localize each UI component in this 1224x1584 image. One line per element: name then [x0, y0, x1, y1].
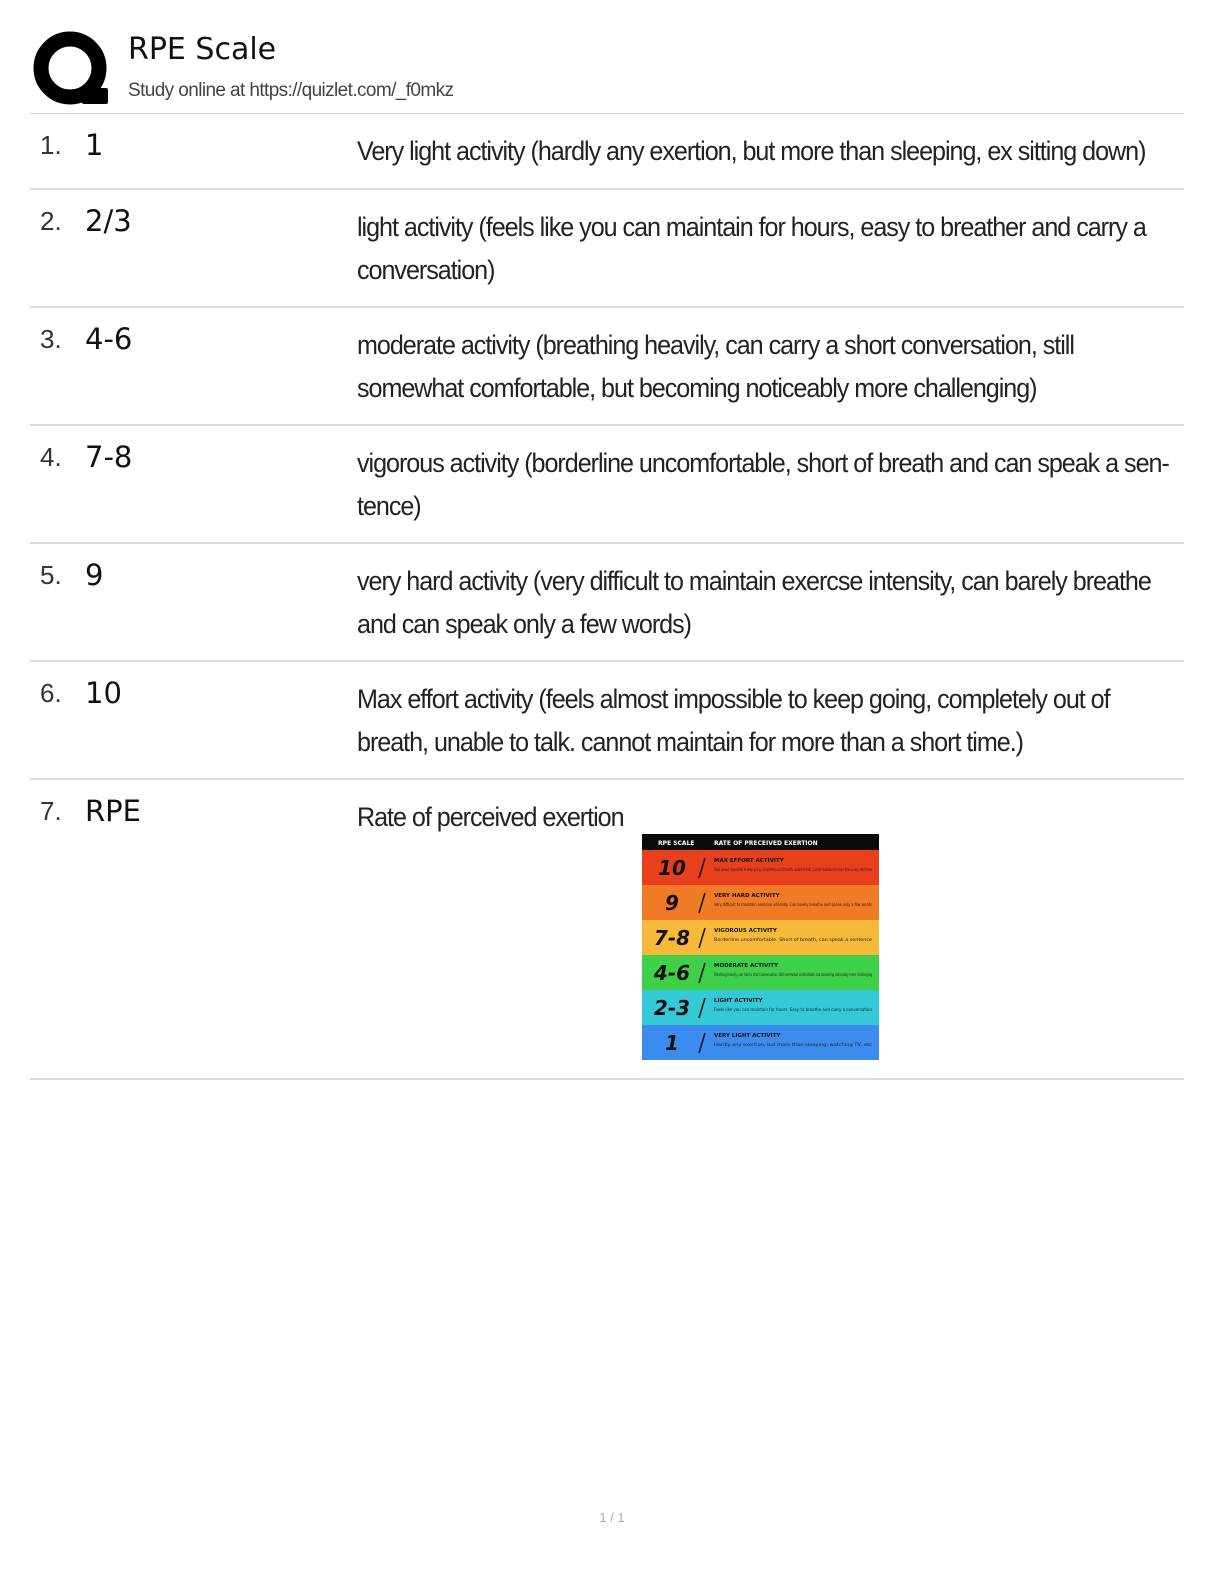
list-item — [30, 190, 1184, 308]
item-number: 7. — [40, 796, 62, 826]
rpe-band — [642, 1025, 879, 1060]
rpe-band-level: 7-8 — [653, 926, 691, 950]
list-item — [30, 780, 1184, 1080]
item-term: 1 — [85, 128, 104, 162]
item-term: 7-8 — [85, 440, 133, 474]
study-link[interactable]: Study online at https://quizlet.com/_f0mkz — [128, 80, 454, 101]
item-number: 2. — [40, 206, 62, 236]
item-term: 4-6 — [85, 322, 133, 356]
item-definition: Very light activity (hardly any exertion, but more than sleeping, ex sitting down) — [357, 136, 1146, 166]
rpe-band — [642, 885, 879, 920]
flashcard-list — [30, 113, 1184, 1080]
item-term: RPE — [85, 794, 141, 828]
item-number: 1. — [40, 130, 62, 160]
item-term: 2/3 — [85, 204, 132, 238]
item-definition: vigorous activity (borderline uncomfortable, short of breath and can speak a sen-tence) — [357, 448, 1169, 521]
rpe-band-level: 1 — [665, 1031, 679, 1055]
rpe-band — [642, 955, 879, 990]
item-definition: Max effort activity (feels almost impossible to keep going, completely out of breath, unable to talk. cannot maintain for more than a short time.) — [357, 684, 1110, 757]
list-item — [30, 544, 1184, 662]
item-number: 5. — [40, 560, 62, 590]
rpe-band-desc: Feels like you can maintain for hours. Easy to breathe and carry a conversation — [714, 1007, 873, 1012]
rpe-band-level: 10 — [658, 856, 686, 880]
list-item — [30, 308, 1184, 426]
rpe-band — [642, 990, 879, 1025]
item-definition: light activity (feels like you can maintain for hours, easy to breather and carry a conversation) — [357, 212, 1146, 285]
rpe-band-desc: Very difficult to maintain exercise intensity. Can barely breathe and speak only a few words — [714, 902, 872, 907]
rpe-band-level: 9 — [665, 891, 679, 915]
rpe-band-desc: Borderline uncomfortable. Short of breath, can speak a sentence — [714, 937, 873, 942]
rpe-band-desc: Hardly any exertion, but more than sleeping, watching TV, etc — [714, 1042, 872, 1047]
list-item — [30, 114, 1184, 190]
item-term: 9 — [85, 558, 104, 592]
rpe-band-name: MAX EFFORT ACTIVITY — [714, 858, 784, 864]
rpe-band-level: 2-3 — [653, 996, 691, 1020]
rpe-band-name: LIGHT ACTIVITY — [714, 998, 763, 1004]
item-definition: very hard activity (very difficult to maintain exercse intensity, can barely breathe and can speak only a few words) — [357, 566, 1151, 639]
header — [30, 28, 1184, 114]
rpe-band-name: VERY HARD ACTIVITY — [714, 893, 780, 899]
rpe-band-desc: Feels almost impossible to keep going. Completely out of breath, unable to talk. Cannot maintain for more than a very short time — [714, 867, 873, 872]
rpe-band — [642, 920, 879, 955]
rpe-image-header-left: RPE SCALE — [658, 840, 695, 847]
rpe-band-name: VERY LIGHT ACTIVITY — [714, 1033, 781, 1039]
item-definition: Rate of perceived exertion — [357, 802, 624, 832]
rpe-band-name: VIGOROUS ACTIVITY — [714, 928, 777, 934]
quizlet-logo-icon — [32, 30, 112, 110]
item-number: 6. — [40, 678, 62, 708]
rpe-band-desc: Breathing heavily, can hold a short conversation. Still somewhat comfortable, but becoming noticeably more challenging — [714, 972, 873, 977]
item-definition: moderate activity (breathing heavily, can carry a short conversation, still somewhat comfortable, but becoming noticeably more challenging) — [357, 330, 1074, 403]
item-number: 3. — [40, 324, 62, 354]
item-term: 10 — [85, 676, 122, 710]
list-item — [30, 662, 1184, 780]
rpe-band-name: MODERATE ACTIVITY — [714, 963, 779, 969]
item-number: 4. — [40, 442, 62, 472]
rpe-band-level: 4-6 — [653, 961, 691, 985]
page-title: RPE Scale — [128, 32, 277, 67]
rpe-image-header-right: RATE OF PRECEIVED EXERTION — [714, 840, 818, 847]
rpe-band — [642, 850, 879, 885]
list-item — [30, 426, 1184, 544]
page-number: 1 / 1 — [599, 1510, 625, 1525]
rpe-scale-image — [642, 834, 879, 1058]
